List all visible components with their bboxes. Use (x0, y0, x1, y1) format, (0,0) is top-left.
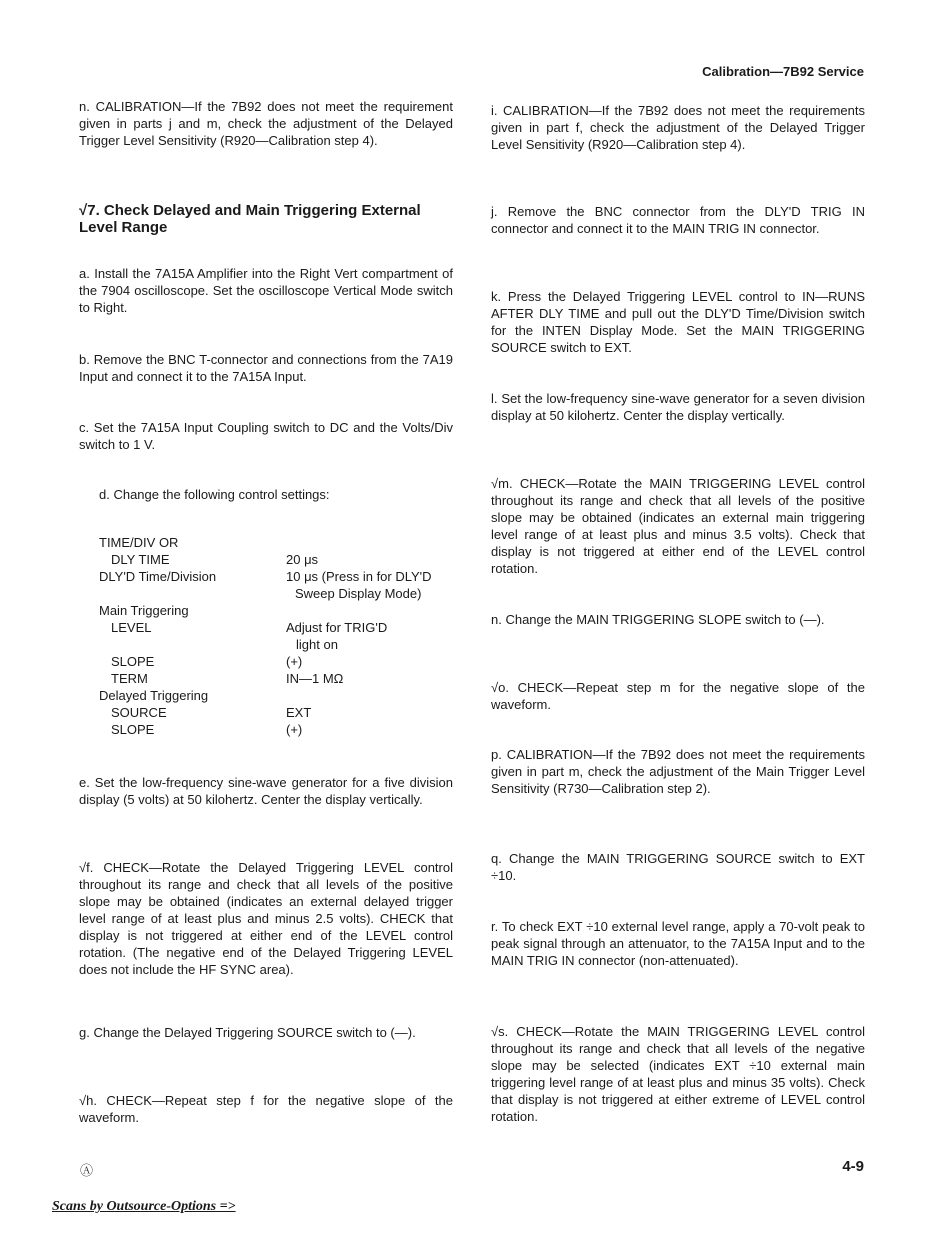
control-settings-table (99, 534, 459, 738)
setting-name: TERM (111, 671, 148, 686)
setting-name: DLY TIME (111, 552, 170, 567)
setting-name: SOURCE (111, 705, 167, 720)
setting-name (99, 585, 286, 602)
setting-value: (+) (286, 654, 303, 669)
page-number: 4-9 (842, 1158, 864, 1175)
circled-a-mark: Ⓐ (80, 1163, 94, 1178)
settings-row (99, 721, 459, 738)
settings-row (99, 585, 459, 602)
setting-name: DLY'D Time/Division (99, 569, 217, 584)
step-b: b. Remove the BNC T-connector and connections from the 7A19 Input and connect it to the 7A15A Input. (79, 352, 453, 384)
step-d: d. Change the following control settings: (99, 487, 330, 502)
step-c: c. Set the 7A15A Input Coupling switch to DC and the Volts/Div switch to 1 V. (79, 420, 453, 452)
setting-value: light on (296, 637, 338, 652)
settings-row (99, 602, 459, 619)
step-r: r. To check EXT ÷10 external level range, apply a 70-volt peak to peak signal through an attenuator, to the 7A15A Input and to the MAIN TRIG IN connector (non-attenuated). (491, 919, 865, 968)
section-heading: √7. Check Delayed and Main Triggering External Level Range (79, 202, 421, 236)
setting-value (286, 687, 459, 704)
step-m-check: √m. CHECK—Rotate the MAIN TRIGGERING LEVEL control throughout its range and check that all levels of the positive slope may be obtained (indicates an external main triggering level range of at least plus and minus 3.5 volts). Check that display is not triggered at either end of the LEVEL control rotation. (491, 476, 865, 576)
step-n-calibration: n. CALIBRATION—If the 7B92 does not meet the requirement given in parts j and m, check the adjustment of the Delayed Trigger Level Sensitivity (R920—Calibration step 4). (79, 99, 453, 148)
settings-row (99, 670, 459, 687)
page-header: Calibration—7B92 Service (702, 64, 864, 79)
settings-row (99, 534, 459, 551)
setting-name: LEVEL (111, 620, 152, 635)
settings-row (99, 619, 459, 636)
setting-value (286, 534, 459, 551)
setting-value: EXT (286, 705, 312, 720)
step-k: k. Press the Delayed Triggering LEVEL control to IN—RUNS AFTER DLY TIME and pull out the DLY'D Time/Division switch for the INTEN Display Mode. Set the MAIN TRIGGERING SOURCE switch to EXT. (491, 289, 865, 355)
settings-row (99, 687, 459, 704)
setting-name: SLOPE (111, 722, 155, 737)
setting-name: Main Triggering (99, 603, 189, 618)
setting-value: Adjust for TRIG'D (286, 620, 388, 635)
step-q: q. Change the MAIN TRIGGERING SOURCE switch to EXT ÷10. (491, 851, 865, 883)
settings-row (99, 551, 459, 568)
step-f-check: √f. CHECK—Rotate the Delayed Triggering LEVEL control throughout its range and check that all levels of the positive slope may be obtained (indicates an external delayed trigger level range of at least plus and minus 2.5 volts). CHECK that display is not triggered at either end of the LEVEL control rotation. (The negative end of the Delayed Triggering LEVEL does not include the HF SYNC area). (79, 860, 453, 977)
step-p-calibration: p. CALIBRATION—If the 7B92 does not meet the requirements given in part m, check the adjustment of the Main Trigger Level Sensitivity (R730—Calibration step 2). (491, 747, 865, 796)
settings-row (99, 704, 459, 721)
setting-value (286, 602, 459, 619)
step-e: e. Set the low-frequency sine-wave generator for a five division display (5 volts) at 50 kilohertz. Center the display vertically. (79, 775, 453, 807)
setting-value: Sweep Display Mode) (295, 586, 422, 601)
step-n-slope: n. Change the MAIN TRIGGERING SLOPE switch to (—). (491, 612, 825, 627)
setting-name: Delayed Triggering (99, 688, 209, 703)
setting-value: 10 μs (Press in for DLY'D (286, 569, 432, 584)
step-l: l. Set the low-frequency sine-wave generator for a seven division display at 50 kilohertz. Center the display vertically. (491, 391, 865, 423)
settings-row (99, 568, 459, 585)
step-a: a. Install the 7A15A Amplifier into the Right Vert compartment of the 7904 oscilloscope. Set the oscilloscope Vertical Mode switch to Right. (79, 266, 453, 315)
setting-name (99, 636, 286, 653)
settings-row (99, 636, 459, 653)
scans-link[interactable]: Scans by Outsource-Options => (52, 1199, 236, 1214)
step-j: j. Remove the BNC connector from the DLY'D TRIG IN connector and connect it to the MAIN TRIG IN connector. (491, 204, 865, 236)
settings-row (99, 653, 459, 670)
setting-value: IN—1 MΩ (286, 671, 344, 686)
setting-value: (+) (286, 722, 303, 737)
step-g: g. Change the Delayed Triggering SOURCE switch to (—). (79, 1025, 416, 1040)
step-o-check: √o. CHECK—Repeat step m for the negative slope of the waveform. (491, 680, 865, 712)
step-s-check: √s. CHECK—Rotate the MAIN TRIGGERING LEVEL control throughout its range and check that all levels of the negative slope may be selected (indicates EXT ÷10 external main triggering level range of at least plus and minus 35 volts). Check that display is not triggered at either extreme of LEVEL control rotation. (491, 1024, 865, 1124)
step-i-calibration: i. CALIBRATION—If the 7B92 does not meet the requirements given in part f, check the adjustment of the Delayed Trigger Level Sensitivity (R920—Calibration step 4). (491, 103, 865, 152)
step-h-check: √h. CHECK—Repeat step f for the negative slope of the waveform. (79, 1093, 453, 1125)
setting-name: TIME/DIV OR (99, 535, 179, 550)
setting-value: 20 μs (286, 552, 319, 567)
setting-name: SLOPE (111, 654, 155, 669)
